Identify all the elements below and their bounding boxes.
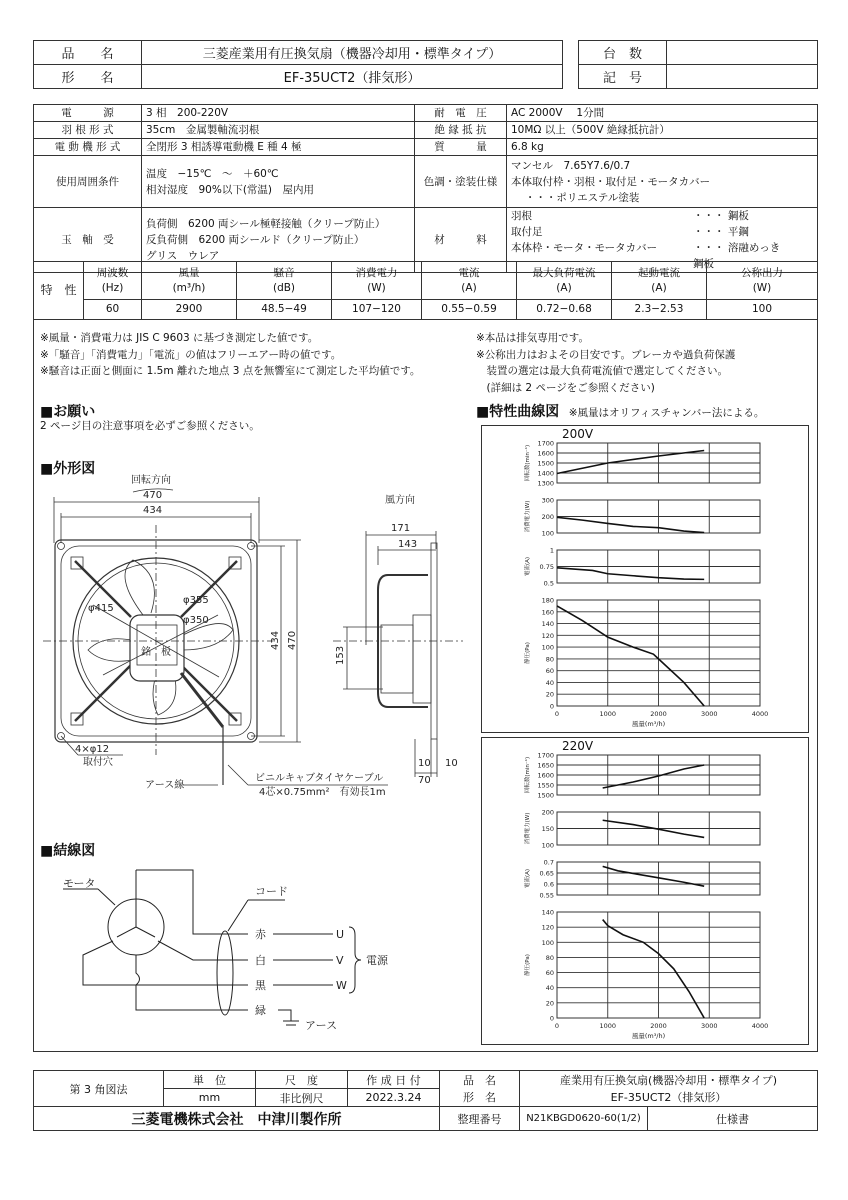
chart-220v — [482, 738, 808, 1044]
y-tick-label: 100 — [541, 841, 554, 850]
footer-hinmei-label: 品 名 — [440, 1071, 520, 1089]
chart-panel — [523, 859, 760, 900]
cord-bundle — [217, 931, 233, 1015]
col-name: 騒音 — [273, 266, 295, 279]
fan-blade — [183, 624, 233, 650]
material-part: 本体枠・モータ・モータカバー — [511, 242, 658, 254]
col-header — [517, 262, 612, 300]
power-label: 電源 — [366, 954, 388, 967]
col-name: 周波数 — [96, 266, 129, 279]
y-tick-label: 1700 — [537, 439, 554, 448]
scale-value: 非比例尺 — [256, 1089, 348, 1107]
wire-color: 黒 — [255, 979, 266, 992]
chart-panel — [523, 809, 760, 850]
katamei-label: 形 名 — [34, 65, 142, 89]
nameplate-label: 銘 板 — [141, 647, 171, 658]
kigou-label: 記 号 — [579, 65, 667, 89]
cell-value: 2900 — [142, 300, 237, 320]
x-axis-label: 風量(m³/h) — [631, 720, 666, 728]
col-header — [612, 262, 707, 300]
daisu-value[interactable] — [667, 41, 818, 65]
fan-blade — [125, 560, 154, 615]
series-line — [557, 606, 704, 706]
col-header — [237, 262, 332, 300]
chart-200v — [482, 426, 808, 732]
dim-phi415: φ415 — [88, 603, 114, 614]
spec-label: 羽 根 形 式 — [34, 122, 142, 139]
y-tick-label: 1 — [549, 546, 554, 555]
onegai-title: ■お願い — [40, 404, 96, 420]
note-line: 装置の選定は最大負荷電流値で選定してください。 — [476, 365, 728, 377]
y-tick-label: 300 — [541, 496, 554, 505]
spec-label: 電 源 — [34, 105, 142, 122]
gaikei-title: ■外形図 — [40, 461, 96, 477]
unit-value: mm — [164, 1089, 256, 1107]
kessen-title: ■結線図 — [40, 843, 96, 859]
y-tick-label: 1550 — [537, 781, 554, 790]
col-unit: (dB) — [272, 281, 296, 294]
y-axis-label: 静圧(Pa) — [525, 642, 531, 664]
y-tick-label: 0 — [549, 1014, 554, 1023]
x-tick-label: 3000 — [700, 710, 718, 718]
note-line: ※本品は排気専用です。 — [476, 332, 589, 344]
series-line — [603, 765, 705, 788]
chart-box-200v — [481, 425, 809, 733]
y-axis-label: 電流(A) — [525, 868, 531, 889]
x-tick-label: 3000 — [700, 1022, 718, 1030]
curve-note: ※風量はオリフィスチャンバー法による。 — [568, 407, 765, 419]
y-tick-label: 0.7 — [543, 858, 554, 867]
katamei-value: EF-35UCT2（排気形） — [142, 65, 563, 89]
y-tick-label: 140 — [541, 908, 554, 917]
notes-left — [40, 330, 470, 380]
x-tick-label: 1000 — [599, 710, 617, 718]
wind-direction-label: 風方向 — [385, 495, 415, 506]
series-line — [603, 866, 705, 886]
y-tick-label: 1500 — [537, 459, 554, 468]
spec-value: 全閉形 3 相誘導電動機 E 種 4 極 — [142, 139, 415, 156]
col-name: 電流 — [458, 266, 480, 279]
dim-171: 171 — [391, 523, 411, 534]
spec-value: 3 相 200-220V — [142, 105, 415, 122]
y-tick-label: 200 — [541, 808, 554, 817]
date-value: 2022.3.24 — [348, 1089, 440, 1107]
col-unit: (m³/h) — [172, 281, 206, 294]
phase-label: W — [336, 979, 347, 992]
x-tick-label: 0 — [554, 710, 560, 718]
y-tick-label: 20 — [545, 999, 554, 1008]
col-name: 消費電力 — [355, 266, 398, 279]
cell-value: 48.5−49 — [237, 300, 332, 320]
dim-143: 143 — [398, 539, 418, 550]
dim-434: 434 — [143, 505, 163, 516]
x-tick-label: 2000 — [650, 710, 667, 718]
spec-table — [33, 104, 818, 273]
dim-70: 70 — [418, 775, 431, 786]
chart-title: 200V — [562, 427, 594, 441]
note-line: (詳細は 2 ページをご参照ください) — [476, 381, 655, 394]
y-tick-label: 20 — [545, 690, 554, 699]
y-tick-label: 200 — [541, 513, 554, 521]
curve-header — [476, 401, 764, 421]
earth-wire-label: アース線 — [145, 780, 185, 791]
cell-value: 107−120 — [332, 300, 422, 320]
material-type: ・・・ 鋼板 — [693, 210, 749, 222]
holes-label: 取付穴 — [83, 757, 113, 768]
y-axis-label: 消費電力(W) — [525, 500, 531, 533]
note-line: ※公称出力はおよその目安です。ブレーカや過負荷保護 — [476, 348, 736, 361]
date-label: 作 成 日 付 — [348, 1071, 440, 1089]
spec-label: 色調・塗装仕様 — [415, 156, 507, 208]
dim-phi350: φ350 — [183, 615, 209, 626]
x-axis-label: 風量(m³/h) — [631, 1032, 666, 1040]
spec-line: ・・・ポリエステル塗装 — [511, 191, 640, 204]
spec-line: マンセル 7.65Y7.6/0.7 — [511, 159, 631, 172]
col-name: 公称出力 — [741, 266, 783, 279]
brace — [349, 927, 361, 993]
y-tick-label: 60 — [545, 969, 554, 978]
cable-name: ビニルキャブタイヤケーブル — [255, 773, 384, 784]
spec-line: 本体取付枠・羽根・取付足・モータカバー — [511, 175, 711, 188]
onegai-text: 2 ページ目の注意事項を必ずご参照ください。 — [40, 420, 260, 432]
chart-panel — [523, 597, 760, 711]
count-table — [578, 40, 818, 89]
y-tick-label: 60 — [545, 667, 554, 676]
dim-153: 153 — [335, 645, 346, 665]
scale-label: 尺 度 — [256, 1071, 348, 1089]
x-tick-label: 0 — [554, 1022, 560, 1030]
cord-label: コード — [255, 885, 288, 898]
chart-box-220v — [481, 737, 809, 1045]
kigou-value[interactable] — [667, 65, 818, 89]
y-tick-label: 80 — [545, 655, 554, 664]
earth-label: アース — [305, 1019, 338, 1032]
motor-label: モータ — [63, 877, 96, 890]
y-tick-label: 0.75 — [539, 563, 554, 571]
cell-value: 2.3−2.53 — [612, 300, 707, 320]
spec-label: 質 量 — [415, 139, 507, 156]
col-unit: (A) — [461, 281, 477, 294]
spec-label: 電 動 機 形 式 — [34, 139, 142, 156]
col-unit: (W) — [752, 281, 772, 294]
y-tick-label: 1600 — [537, 449, 554, 458]
wire-color: 緑 — [255, 1004, 266, 1017]
cell-value: 0.55−0.59 — [422, 300, 517, 320]
y-tick-label: 80 — [545, 953, 554, 962]
note-line: ※風量・消費電力は JIS C 9603 に基づき測定した値です。 — [40, 332, 319, 344]
chart-panel — [523, 440, 760, 488]
spec-value-multi — [507, 156, 818, 208]
doc-type: 仕様書 — [648, 1107, 818, 1131]
spec-value: AC 2000V 1分間 — [507, 105, 818, 122]
spec-label: 絶 縁 抵 抗 — [415, 122, 507, 139]
y-tick-label: 0.55 — [539, 891, 554, 900]
series-line — [557, 517, 704, 532]
x-tick-label: 4000 — [751, 1022, 769, 1030]
col-name: 風量 — [178, 266, 200, 279]
spec-label: 使用周囲条件 — [34, 156, 142, 208]
col-header — [422, 262, 517, 300]
dim-10a: 10 — [418, 758, 431, 769]
header-table — [33, 40, 563, 89]
hinmei-label: 品 名 — [34, 41, 142, 65]
chart-panel — [523, 497, 760, 538]
seiri-label: 整理番号 — [440, 1107, 520, 1131]
material-type: ・・・ 溶融めっき鋼板 — [693, 242, 781, 270]
cell-value: 60 — [84, 300, 142, 320]
dim-10b: 10 — [445, 758, 458, 769]
y-axis-label: 回転数(min⁻¹) — [525, 444, 531, 482]
spec-value: 35cm 金属製軸流羽根 — [142, 122, 415, 139]
col-unit: (Hz) — [101, 281, 124, 294]
characteristics-label: 特 性 — [34, 262, 84, 320]
y-tick-label: 40 — [545, 984, 554, 993]
footer-hinmei: 産業用有圧換気扇(機器冷却用・標準タイプ) — [520, 1071, 818, 1089]
rotation-label: 回転方向 — [131, 475, 171, 486]
notes-right — [476, 330, 816, 396]
projection-method: 第 3 角図法 — [34, 1071, 164, 1107]
y-tick-label: 100 — [541, 643, 554, 652]
company-name: 三菱電機株式会社 中津川製作所 — [34, 1107, 440, 1131]
curve-title: ■特性曲線図 — [476, 404, 560, 420]
y-tick-label: 0.65 — [539, 869, 554, 878]
title-block — [33, 1070, 818, 1131]
y-tick-label: 1500 — [537, 791, 554, 800]
dim-h434: 434 — [270, 630, 281, 650]
spec-value: 10MΩ 以上（500V 絶縁抵抗計） — [507, 122, 818, 139]
y-tick-label: 1700 — [537, 751, 554, 760]
col-name: 最大負荷電流 — [532, 266, 596, 279]
y-tick-label: 120 — [541, 923, 554, 932]
outline-drawing — [33, 465, 473, 805]
col-header — [332, 262, 422, 300]
daisu-label: 台 数 — [579, 41, 667, 65]
y-tick-label: 1600 — [537, 771, 554, 780]
dim-phi355: φ355 — [183, 595, 209, 606]
y-tick-label: 1400 — [537, 469, 554, 478]
spec-line: 温度 −15℃ ～ ＋60℃ — [146, 167, 279, 180]
dim-470: 470 — [143, 490, 163, 501]
footer-katamei: EF-35UCT2（排気形） — [520, 1089, 818, 1107]
y-tick-label: 140 — [541, 620, 554, 629]
phase-label: V — [336, 954, 344, 967]
seiri-number: N21KBGD0620-60(1/2) — [520, 1107, 648, 1131]
y-tick-label: 150 — [541, 825, 554, 833]
chart-panel — [523, 547, 760, 588]
wire-color: 赤 — [255, 928, 266, 941]
material-part: 取付足 — [511, 226, 543, 238]
col-unit: (A) — [651, 281, 667, 294]
spec-value-multi — [142, 156, 415, 208]
y-axis-label: 電流(A) — [525, 556, 531, 577]
series-line — [557, 568, 704, 580]
spec-line: 負荷側 6200 両シール極軽接触（クリープ防止） — [146, 218, 386, 230]
y-axis-label: 静圧(Pa) — [525, 954, 531, 976]
spec-line: 相対湿度 90%以下(常温) 屋内用 — [146, 183, 315, 196]
y-tick-label: 100 — [541, 938, 554, 947]
col-unit: (A) — [556, 281, 572, 294]
dim-h470: 470 — [287, 630, 298, 650]
col-header — [84, 262, 142, 300]
y-tick-label: 1300 — [537, 479, 554, 488]
y-axis-label: 回転数(min⁻¹) — [525, 756, 531, 794]
chart-panel — [523, 752, 760, 800]
y-tick-label: 40 — [545, 678, 554, 687]
x-tick-label: 1000 — [599, 1022, 617, 1030]
y-tick-label: 0.6 — [543, 880, 554, 889]
chart-title: 220V — [562, 739, 594, 753]
fan-blade — [88, 639, 133, 662]
y-tick-label: 160 — [541, 608, 554, 617]
note-line: ※騒音は正面と側面に 1.5m 離れた地点 3 点を無響室にて測定した平均値です。 — [40, 365, 421, 377]
spec-line: グリス ウレア — [146, 250, 220, 262]
col-unit: (W) — [367, 281, 386, 294]
wiring-diagram — [33, 855, 463, 1045]
y-tick-label: 0.5 — [543, 579, 554, 588]
series-line — [557, 451, 704, 474]
spec-label: 玉 軸 受 — [34, 208, 142, 273]
phase-label: U — [336, 928, 345, 941]
col-header — [707, 262, 818, 300]
cable-spec: 4芯×0.75mm² 有効長1m — [259, 787, 386, 798]
col-name: 起動電流 — [638, 266, 680, 279]
characteristics-table — [33, 261, 818, 320]
note-line: ※「騒音」「消費電力」「電流」の値はフリーエアー時の値です。 — [40, 348, 342, 361]
spec-line: 反負荷側 6200 両シールド（クリープ防止） — [146, 234, 365, 246]
spec-label: 材 料 — [415, 208, 507, 273]
y-tick-label: 0 — [549, 702, 554, 711]
y-axis-label: 消費電力(W) — [525, 812, 531, 845]
spec-value: 6.8 kg — [507, 139, 818, 156]
footer-katamei-label: 形 名 — [440, 1089, 520, 1107]
y-tick-label: 1650 — [537, 761, 554, 770]
col-header — [142, 262, 237, 300]
material-type: ・・・ 平鋼 — [693, 226, 749, 238]
y-tick-label: 100 — [541, 529, 554, 538]
x-tick-label: 4000 — [751, 710, 769, 718]
wire-color: 白 — [255, 954, 266, 967]
cell-value: 0.72−0.68 — [517, 300, 612, 320]
material-part: 羽根 — [511, 210, 532, 222]
x-tick-label: 2000 — [650, 1022, 667, 1030]
y-tick-label: 180 — [541, 596, 554, 605]
spec-label: 耐 電 圧 — [415, 105, 507, 122]
holes-dim: 4×φ12 — [75, 744, 110, 755]
hinmei-value: 三菱産業用有圧換気扇（機器冷却用・標準タイプ） — [142, 41, 563, 65]
unit-label: 単 位 — [164, 1071, 256, 1089]
y-tick-label: 120 — [541, 631, 554, 640]
cell-value: 100 — [707, 300, 818, 320]
chart-panel — [523, 909, 760, 1023]
